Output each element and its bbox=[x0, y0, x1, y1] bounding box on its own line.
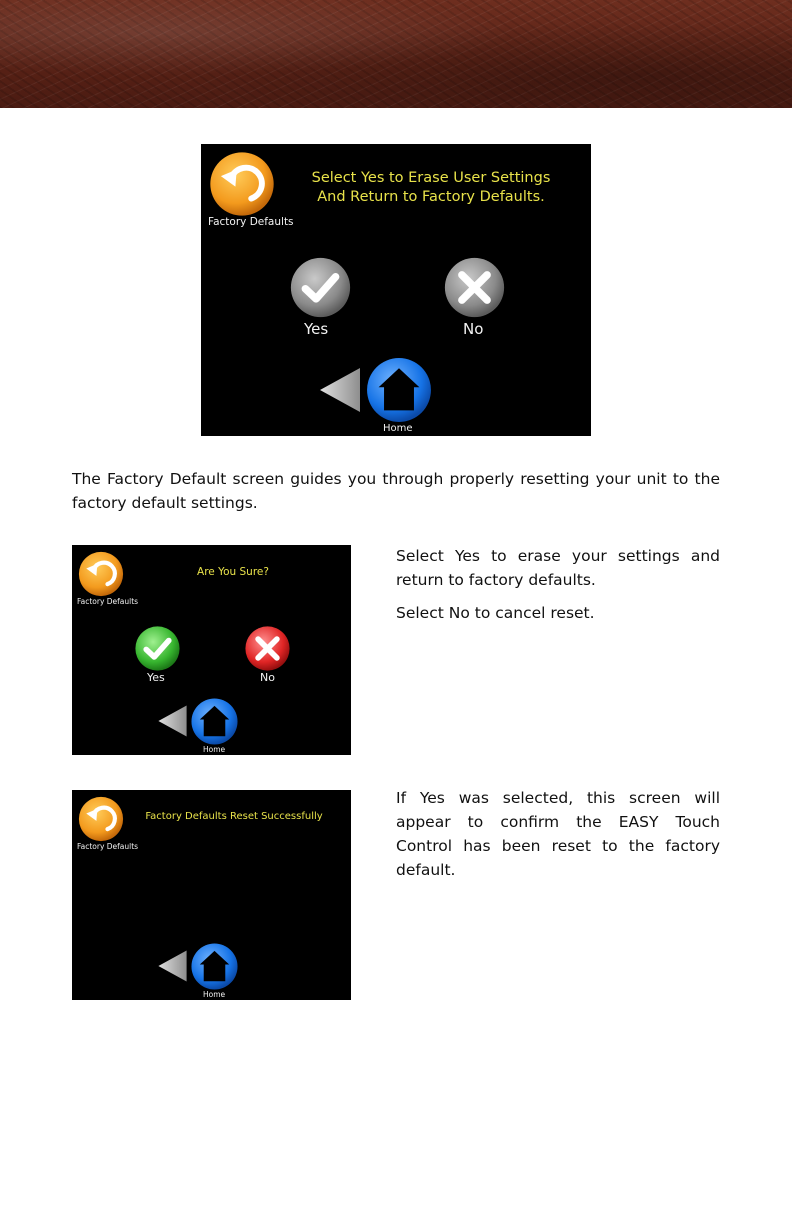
are-you-sure-screen bbox=[72, 545, 351, 755]
factory-defaults-icon[interactable] bbox=[78, 551, 124, 597]
back-arrow-icon[interactable] bbox=[318, 366, 362, 414]
factory-defaults-icon[interactable] bbox=[78, 796, 124, 842]
reset-success-message: Factory Defaults Reset Successfully bbox=[145, 811, 323, 822]
home-label: Home bbox=[383, 423, 413, 434]
factory-defaults-label: Factory Defaults bbox=[208, 216, 294, 228]
leather-banner bbox=[0, 0, 792, 108]
home-label: Home bbox=[203, 745, 226, 754]
intro-paragraph: The Factory Default screen guides you through properly resetting your unit to the factory default settings. bbox=[72, 470, 720, 512]
yes-label: Yes bbox=[304, 320, 329, 338]
no-label: No bbox=[463, 320, 484, 338]
screen2-desc-para2: Select No to cancel reset. bbox=[396, 604, 595, 622]
screen2-desc-para1: Select Yes to erase your settings and return to factory defaults. bbox=[396, 547, 720, 589]
home-icon[interactable] bbox=[190, 942, 239, 991]
factory-defaults-label: Factory Defaults bbox=[77, 842, 139, 851]
yes-check-button[interactable] bbox=[134, 625, 181, 672]
yes-check-button[interactable] bbox=[289, 256, 352, 319]
factory-defaults-icon[interactable] bbox=[209, 151, 275, 217]
back-arrow-icon[interactable] bbox=[157, 704, 188, 738]
screen3-desc-para1: If Yes was selected, this screen will appear to confirm the EASY Touch Control has been reset to the factory default. bbox=[396, 789, 720, 879]
home-label: Home bbox=[203, 990, 226, 999]
reset-success-screen bbox=[72, 790, 351, 1000]
factory-defaults-screen-large bbox=[201, 144, 591, 436]
home-icon[interactable] bbox=[190, 697, 239, 746]
home-icon[interactable] bbox=[365, 356, 433, 424]
no-label: No bbox=[260, 671, 275, 684]
prompt-line-2: And Return to Factory Defaults. bbox=[317, 189, 545, 205]
prompt-line-1: Select Yes to Erase User Settings bbox=[311, 170, 551, 186]
factory-defaults-label: Factory Defaults bbox=[77, 597, 139, 606]
no-x-button[interactable] bbox=[244, 625, 291, 672]
yes-label: Yes bbox=[147, 671, 165, 684]
no-x-button[interactable] bbox=[443, 256, 506, 319]
are-you-sure-prompt: Are You Sure? bbox=[197, 566, 269, 578]
back-arrow-icon[interactable] bbox=[157, 949, 188, 983]
